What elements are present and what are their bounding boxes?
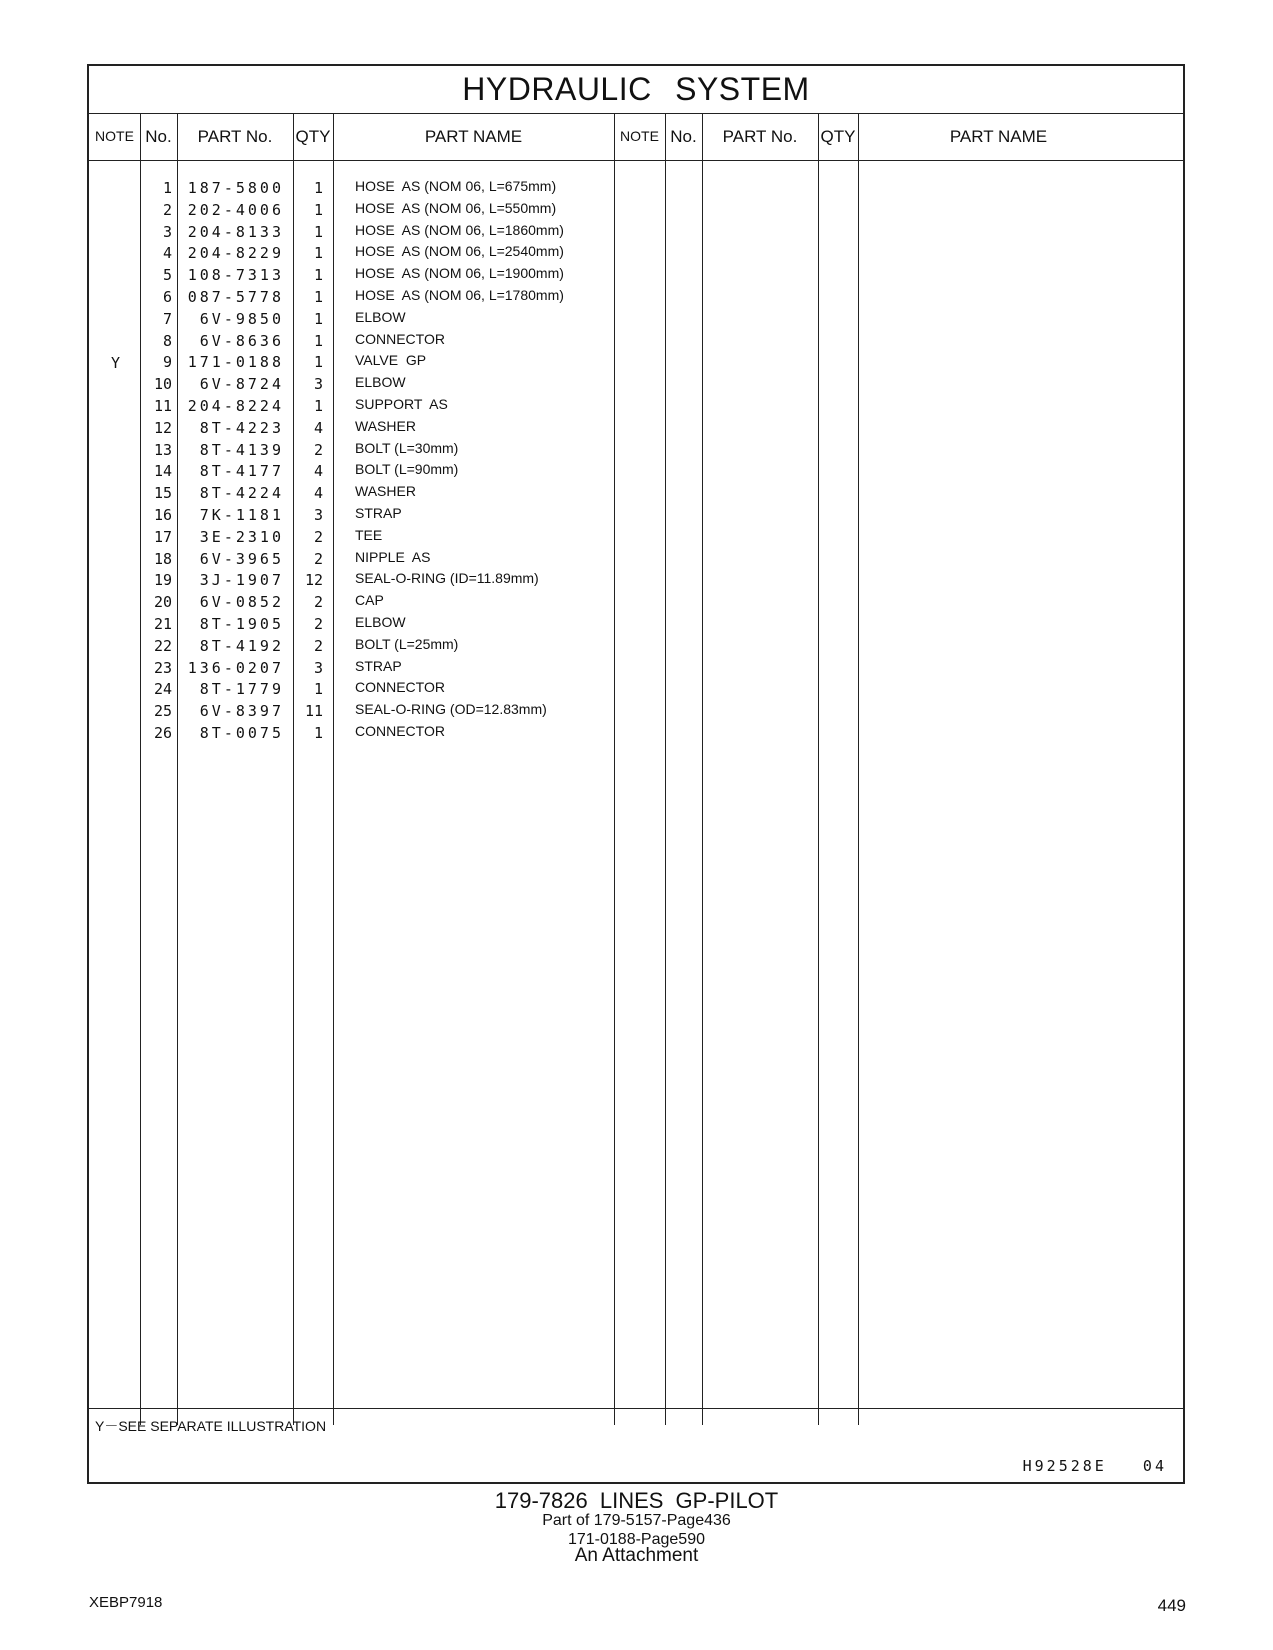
row-number: 15	[153, 484, 172, 503]
row-quantity: 4	[313, 418, 323, 437]
row-quantity: 1	[313, 222, 323, 241]
row-number: 21	[153, 615, 172, 633]
row-part-name: ELBOW	[355, 308, 406, 325]
row-quantity: 2	[313, 636, 323, 655]
table-row	[89, 612, 1183, 635]
row-number: 14	[153, 462, 172, 481]
row-number: 2	[162, 200, 172, 219]
row-part-number: 8T-4223	[199, 418, 284, 437]
table-row	[89, 241, 1183, 264]
row-part-number: 204-8224	[187, 397, 284, 415]
row-note: Y	[110, 354, 121, 373]
row-number: 5	[162, 266, 172, 285]
row-number: 6	[162, 288, 172, 306]
header-partno-right: PART No.	[722, 127, 798, 146]
row-number: 1	[162, 179, 172, 197]
table-header	[89, 113, 1183, 161]
row-part-name: STRAP	[355, 657, 402, 674]
table-row	[89, 220, 1183, 243]
row-part-name: SUPPORT AS	[355, 396, 448, 412]
row-part-number: 204-8133	[187, 222, 284, 241]
table-row	[89, 416, 1183, 439]
table-row	[89, 263, 1183, 286]
table-row	[89, 677, 1183, 700]
row-quantity: 1	[313, 244, 323, 263]
row-part-number: 6V-8724	[199, 375, 284, 394]
row-part-name: NIPPLE AS	[355, 548, 431, 565]
header-qty-right: QTY	[820, 127, 856, 146]
table-row	[89, 438, 1183, 461]
row-part-number: 6V-8397	[199, 702, 284, 721]
table-row	[89, 568, 1183, 591]
row-quantity: 1	[313, 179, 323, 197]
row-number: 22	[153, 636, 172, 655]
header-qty-left: QTY	[295, 127, 331, 146]
row-quantity: 1	[313, 680, 323, 699]
table-row	[89, 699, 1183, 722]
row-quantity: 1	[313, 266, 323, 285]
row-part-number: 8T-1779	[199, 680, 284, 699]
row-part-name: SEAL-O-RING (OD=12.83mm)	[355, 701, 547, 718]
row-part-name: HOSE AS (NOM 06, L=2540mm)	[355, 243, 564, 260]
header-note-right: NOTE	[620, 128, 659, 144]
caption-attachment: An Attachment	[574, 1545, 699, 1566]
row-part-number: 8T-0075	[199, 724, 284, 742]
row-part-number: 8T-4192	[199, 636, 284, 655]
table-row	[89, 394, 1183, 417]
row-number: 26	[153, 724, 172, 742]
table-row	[89, 656, 1183, 679]
row-part-name: ELBOW	[355, 614, 406, 630]
page-number: 449	[1157, 1596, 1186, 1615]
row-quantity: 1	[313, 309, 323, 328]
row-number: 11	[153, 397, 172, 415]
row-number: 23	[153, 658, 172, 677]
caption-group-title: 179-7826 LINES GP-PILOT	[494, 1488, 779, 1513]
table-row	[89, 329, 1183, 352]
row-quantity: 1	[313, 200, 323, 219]
row-quantity: 2	[313, 440, 323, 459]
table-row	[89, 198, 1183, 221]
caption-reference: 171-0188-Page590	[567, 1531, 705, 1548]
footnote: Y－SEE SEPARATE ILLUSTRATION	[95, 1418, 327, 1434]
row-number: 7	[162, 309, 172, 328]
row-part-name: HOSE AS (NOM 06, L=1900mm)	[355, 265, 564, 282]
row-number: 12	[153, 418, 172, 437]
row-part-number: 6V-0852	[199, 593, 284, 612]
header-no-left: No.	[145, 127, 172, 146]
row-part-name: HOSE AS (NOM 06, L=675mm)	[355, 178, 557, 194]
row-part-number: 8T-4139	[199, 440, 284, 459]
row-part-number: 171-0188	[187, 353, 284, 372]
header-partname-right: PART NAME	[949, 127, 1048, 146]
row-number: 25	[153, 702, 172, 721]
row-part-name: CONNECTOR	[355, 679, 445, 696]
page-title: HYDRAULIC SYSTEM	[89, 66, 1183, 114]
row-part-name: ELBOW	[355, 374, 406, 391]
row-quantity: 11	[304, 702, 323, 721]
caption-part-of: Part of 179-5157-Page436	[542, 1512, 731, 1529]
table-bottom-rule	[89, 1408, 1183, 1409]
row-quantity: 3	[313, 506, 323, 524]
row-part-name: BOLT (L=90mm)	[355, 461, 459, 478]
row-part-name: CAP	[355, 592, 384, 609]
table-row	[89, 372, 1183, 395]
row-quantity: 1	[313, 353, 323, 372]
table-row	[89, 503, 1183, 526]
row-quantity: 2	[313, 527, 323, 546]
row-part-name: CONNECTOR	[355, 723, 445, 739]
table-row	[89, 459, 1183, 482]
row-part-name: HOSE AS (NOM 06, L=1860mm)	[355, 221, 564, 238]
table-row	[89, 721, 1183, 744]
header-partno-left: PART No.	[197, 127, 273, 146]
drawing-code: H92528E 04	[1022, 1457, 1167, 1475]
table-row	[89, 634, 1183, 657]
table-row	[89, 525, 1183, 548]
row-part-name: WASHER	[355, 417, 416, 434]
row-number: 10	[153, 375, 172, 394]
row-part-number: 8T-1905	[199, 615, 284, 633]
row-number: 24	[153, 680, 172, 699]
row-part-number: 3E-2310	[199, 527, 284, 546]
row-quantity: 4	[313, 462, 323, 481]
row-quantity: 2	[313, 593, 323, 612]
row-part-name: VALVE GP	[355, 352, 427, 369]
row-part-name: WASHER	[355, 483, 416, 500]
row-part-name: TEE	[355, 526, 383, 543]
row-part-name: HOSE AS (NOM 06, L=1780mm)	[355, 287, 564, 303]
row-number: 8	[162, 331, 172, 350]
row-part-number: 7K-1181	[199, 506, 284, 524]
row-quantity: 2	[313, 615, 323, 633]
row-part-number: 6V-9850	[199, 309, 284, 328]
header-partname-left: PART NAME	[424, 127, 523, 146]
document-id: XEBP7918	[89, 1594, 163, 1611]
row-number: 13	[153, 440, 172, 459]
row-quantity: 1	[313, 724, 323, 742]
row-number: 9	[162, 353, 172, 372]
row-number: 19	[153, 571, 172, 590]
row-number: 16	[153, 506, 172, 524]
row-quantity: 1	[313, 397, 323, 415]
row-quantity: 3	[313, 658, 323, 677]
row-part-number: 202-4006	[187, 200, 284, 219]
table-row	[89, 176, 1183, 199]
table-row	[89, 307, 1183, 330]
row-quantity: 12	[304, 571, 323, 590]
row-number: 17	[153, 527, 172, 546]
table-row	[89, 285, 1183, 308]
row-quantity: 1	[313, 288, 323, 306]
row-part-number: 087-5778	[187, 288, 284, 306]
row-number: 18	[153, 549, 172, 568]
row-part-number: 187-5800	[187, 179, 284, 197]
row-quantity: 2	[313, 549, 323, 568]
header-no-right: No.	[670, 127, 697, 146]
table-row	[89, 481, 1183, 504]
row-part-number: 8T-4177	[199, 462, 284, 481]
row-part-name: STRAP	[355, 505, 402, 521]
row-part-number: 136-0207	[187, 658, 284, 677]
row-part-number: 6V-3965	[199, 549, 284, 568]
row-quantity: 4	[313, 484, 323, 503]
row-part-name: BOLT (L=25mm)	[355, 635, 459, 652]
table-row	[89, 547, 1183, 570]
row-part-number: 6V-8636	[199, 331, 284, 350]
table-row	[89, 590, 1183, 613]
row-part-number: 204-8229	[187, 244, 284, 263]
row-part-number: 3J-1907	[199, 571, 284, 590]
row-part-name: HOSE AS (NOM 06, L=550mm)	[355, 199, 557, 216]
row-part-name: SEAL-O-RING (ID=11.89mm)	[355, 570, 539, 587]
row-quantity: 3	[313, 375, 323, 394]
row-part-number: 108-7313	[187, 266, 284, 285]
row-number: 3	[162, 222, 172, 241]
row-number: 4	[162, 244, 172, 263]
table-row	[89, 350, 1183, 373]
header-note-left: NOTE	[95, 128, 134, 144]
row-quantity: 1	[313, 331, 323, 350]
row-part-name: BOLT (L=30mm)	[355, 439, 459, 456]
row-part-number: 8T-4224	[199, 484, 284, 503]
row-part-name: CONNECTOR	[355, 330, 445, 347]
parts-table-frame	[87, 64, 1185, 1484]
row-number: 20	[153, 593, 172, 612]
